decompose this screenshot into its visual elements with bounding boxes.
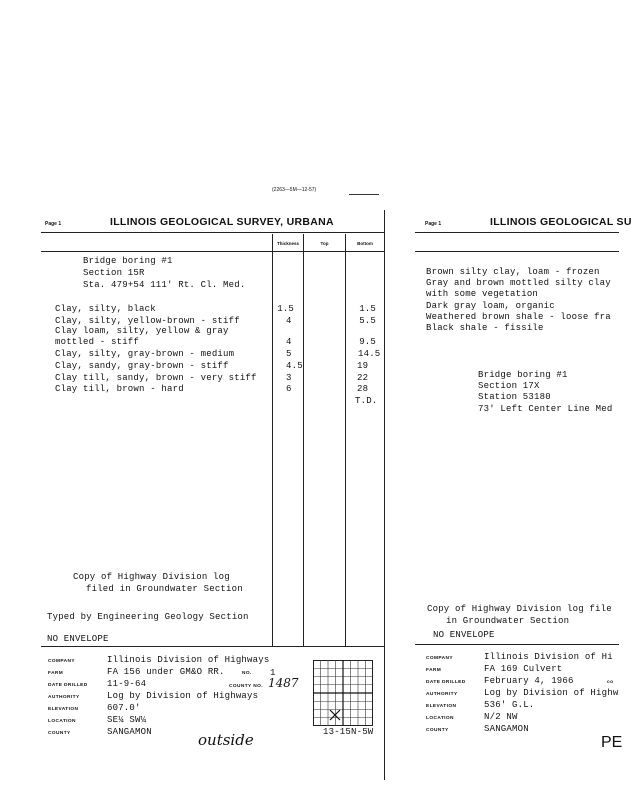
right-heading-2: Section 17X [478,381,540,391]
county-value: SANGAMON [107,727,152,737]
location-label: LOCATION [48,719,76,724]
right-top-rule [415,232,619,233]
location-value: SE¼ SW¼ [107,715,147,725]
right-location-label: LOCATION [426,716,454,721]
date-label: DATE DRILLED [48,683,88,688]
authority-label: AUTHORITY [48,695,80,700]
township-value: 13-15N-5W [323,727,374,737]
right-heading-4: 73' Left Center Line Med [478,404,613,414]
layer-thick: 4.5 [286,361,303,371]
farm-label: FARM [48,671,64,676]
right-farm-value: FA 169 Culvert [484,664,563,674]
right-date-suffix: co [607,680,614,685]
right-authority-label: AUTHORITY [426,692,458,697]
right-layer: Weathered brown shale - loose fra [426,312,611,322]
right-elevation-value: 536' G.L. [484,700,535,710]
date-value: 11-9-64 [107,679,147,689]
layer-desc: Clay till, sandy, brown - very stiff [55,373,257,383]
layer-desc: Clay, silty, yellow-brown - stiff [55,316,240,326]
right-company-label: COMPANY [426,656,453,661]
layer-bottom: 14.5 [358,349,381,359]
layer-desc: Clay, sandy, gray-brown - stiff [55,361,229,371]
left-heading-3: Sta. 479+54 111' Rt. Cl. Med. [83,280,246,290]
right-layer: Dark gray loam, organic [426,301,555,311]
layer-bottom: 22 [357,373,369,383]
stamp-mark [349,188,379,195]
layer-bottom: 28 [357,384,369,394]
left-bottom-rule [41,646,385,647]
left-title: ILLINOIS GEOLOGICAL SURVEY, URBANA [110,216,334,228]
farm-value: FA 156 under GM&O RR. [107,667,225,677]
right-location-value: N/2 NW [484,712,518,722]
county-no-label: COUNTY NO. [229,684,264,689]
right-farm-label: FARM [426,668,442,673]
right-date-label: DATE DRILLED [426,680,466,685]
left-header-rule [41,251,385,252]
right-county-label: COUNTY [426,728,449,733]
left-typed-by: Typed by Engineering Geology Section [47,612,249,622]
right-heading-1: Bridge boring #1 [478,370,568,380]
left-card-right-edge [384,210,385,780]
layer-thick: 4 [286,337,292,347]
right-corner-text: PE [601,734,623,751]
col-bottom: Bottom [357,241,373,246]
layer-desc: Clay loam, silty, yellow & gray [55,326,229,336]
col-thickness: Thickness [276,241,299,246]
right-layer: with some vegetation [426,289,539,299]
left-top-rule [41,232,385,233]
col-line-2 [303,234,304,646]
layer-desc: Clay, silty, gray-brown - medium [55,349,235,359]
elevation-label: ELEVATION [48,707,79,712]
left-copy-note-2: filed in Groundwater Section [86,584,243,594]
right-layer: Gray and brown mottled silty clay [426,278,611,288]
right-page-label: Page 1 [425,221,442,227]
right-layer: Black shale - fissile [426,323,544,333]
company-value: Illinois Division of Highways [107,655,270,665]
right-company-value: Illinois Division of Hi [484,652,613,662]
right-authority-value: Log by Division of Highw [484,688,619,698]
layer-thick: 1.5 [277,304,294,314]
company-label: COMPANY [48,659,75,664]
layer-bottom: 9.5 [359,337,376,347]
layer-bottom: 19 [357,361,369,371]
layer-bottom: 5.5 [359,316,376,326]
left-copy-note-1: Copy of Highway Division log [73,572,230,582]
right-layer: Brown silty clay, loam - frozen [426,267,600,277]
no-value: 1 [270,668,276,678]
county-label: COUNTY [48,731,71,736]
left-heading-1: Bridge boring #1 [83,256,173,266]
right-copy-note-2: in Groundwater Section [446,616,570,626]
section-grid-svg [313,660,373,726]
layer-desc: Clay till, brown - hard [55,384,184,394]
header-stamp: (2263—5M—12-57) [272,187,317,193]
section-grid [313,660,373,726]
col-line-3 [345,234,346,646]
authority-value: Log by Division of Highways [107,691,259,701]
county-no-value: 1487 [268,676,299,690]
right-envelope: NO ENVELOPE [433,630,495,640]
right-date-value: February 4, 1966 [484,676,574,686]
layer-desc: mottled - stiff [55,337,140,347]
layer-thick: 5 [286,349,292,359]
layer-desc: Clay, silty, black [55,304,156,314]
layer-thick: 4 [286,316,292,326]
left-envelope: NO ENVELOPE [47,634,109,644]
elevation-value: 607.0' [107,703,141,713]
col-line-1 [272,234,273,646]
right-elevation-label: ELEVATION [426,704,457,709]
right-title: ILLINOIS GEOLOGICAL SU [490,216,632,228]
layer-thick: 3 [286,373,292,383]
col-top: Top [320,241,329,246]
right-header-rule [415,251,619,252]
left-heading-2: Section 15R [83,268,145,278]
layer-thick: 6 [286,384,292,394]
right-heading-3: Station 53180 [478,392,551,402]
right-copy-note-1: Copy of Highway Division log file [427,604,612,614]
left-page-label: Page 1 [45,221,62,227]
no-label: NO. [242,671,252,676]
total-depth: T.D. [355,396,378,406]
right-county-value: SANGAMON [484,724,529,734]
right-bottom-rule [415,644,619,645]
handwritten-note: outside [198,731,254,749]
layer-bottom: 1.5 [359,304,376,314]
